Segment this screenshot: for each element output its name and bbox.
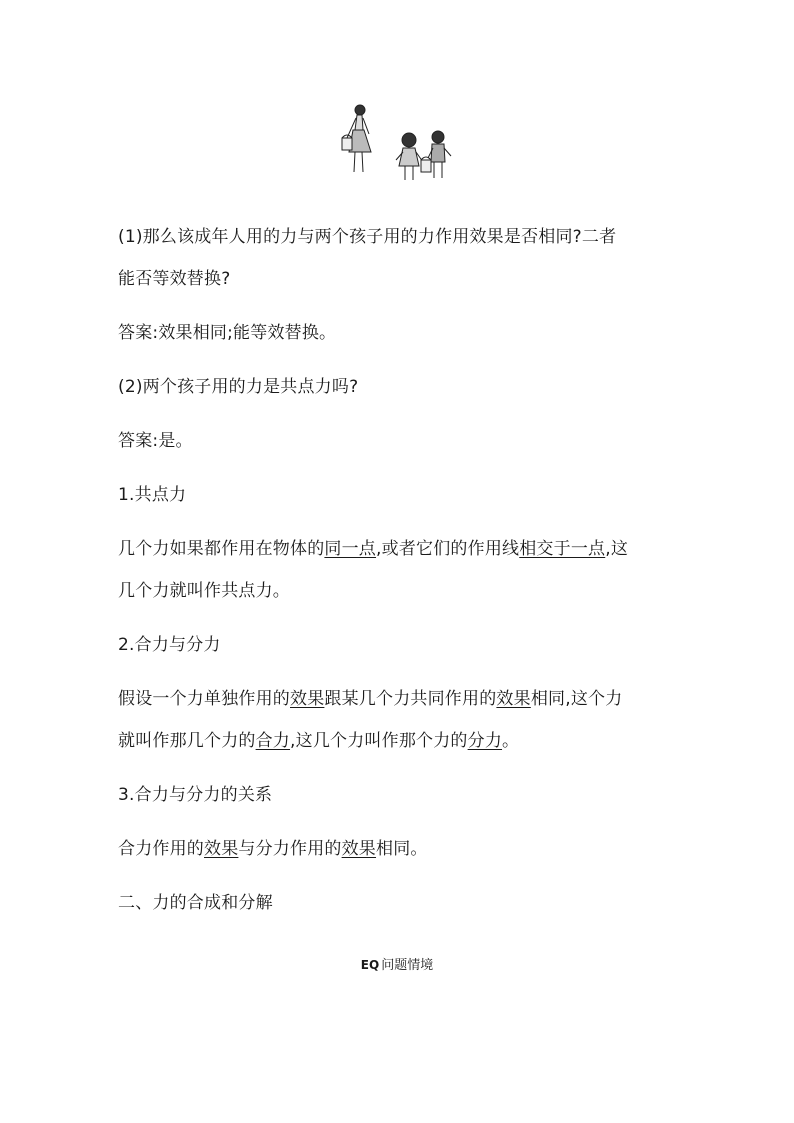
text: 就叫作那几个力的	[118, 731, 256, 751]
blank-answer: 合力	[255, 731, 291, 751]
blank-answer: 效果	[290, 689, 325, 709]
blank-answer: 效果	[204, 839, 239, 859]
section-2-heading: 二、力的合成和分解	[118, 893, 273, 913]
text: 假设一个力单独作用的	[118, 689, 290, 709]
adult-and-children-illustration	[333, 100, 463, 190]
text: ,这几个力叫作那个力的	[290, 731, 468, 751]
text: ,或者它们的作用线	[376, 539, 520, 559]
blank-answer: 效果	[341, 839, 377, 859]
text: 跟某几个力共同作用的	[324, 689, 497, 709]
text: 与分力作用的	[238, 839, 342, 859]
problem-situation-text: 问题情境	[381, 958, 434, 973]
blank-answer: 分力	[467, 731, 503, 751]
eq-icon: EQ	[360, 958, 380, 972]
section-heading-concurrent-forces: 1.共点力	[118, 485, 187, 505]
blank-answer: 相交于一点	[519, 539, 606, 559]
resultant-def-line-1	[118, 687, 622, 711]
text: 相同。	[376, 839, 428, 859]
section-heading-resultant-component: 2.合力与分力	[118, 635, 221, 655]
answer-2: 答案:是。	[118, 431, 193, 451]
resultant-def-line-2	[118, 729, 519, 753]
section-heading-relationship: 3.合力与分力的关系	[118, 785, 273, 805]
blank-answer: 效果	[496, 689, 531, 709]
question-1-line-2: 能否等效替换?	[118, 269, 231, 289]
concurrent-forces-def-line-1	[118, 537, 628, 561]
text: 几个力如果都作用在物体的	[118, 539, 325, 559]
text: 合力作用的	[118, 839, 204, 859]
text: 。	[502, 731, 520, 751]
question-1-line-1: (1)那么该成年人用的力与两个孩子用的力作用效果是否相同?二者	[118, 227, 617, 247]
question-2: (2)两个孩子用的力是共点力吗?	[118, 377, 359, 397]
problem-situation-label	[0, 955, 794, 976]
text: ,这	[605, 539, 629, 559]
text: 相同,这个力	[530, 689, 623, 709]
blank-answer: 同一点	[324, 539, 377, 559]
relationship-line	[118, 837, 428, 861]
concurrent-forces-def-line-2: 几个力就叫作共点力。	[118, 581, 290, 601]
answer-1: 答案:效果相同;能等效替换。	[118, 323, 337, 343]
